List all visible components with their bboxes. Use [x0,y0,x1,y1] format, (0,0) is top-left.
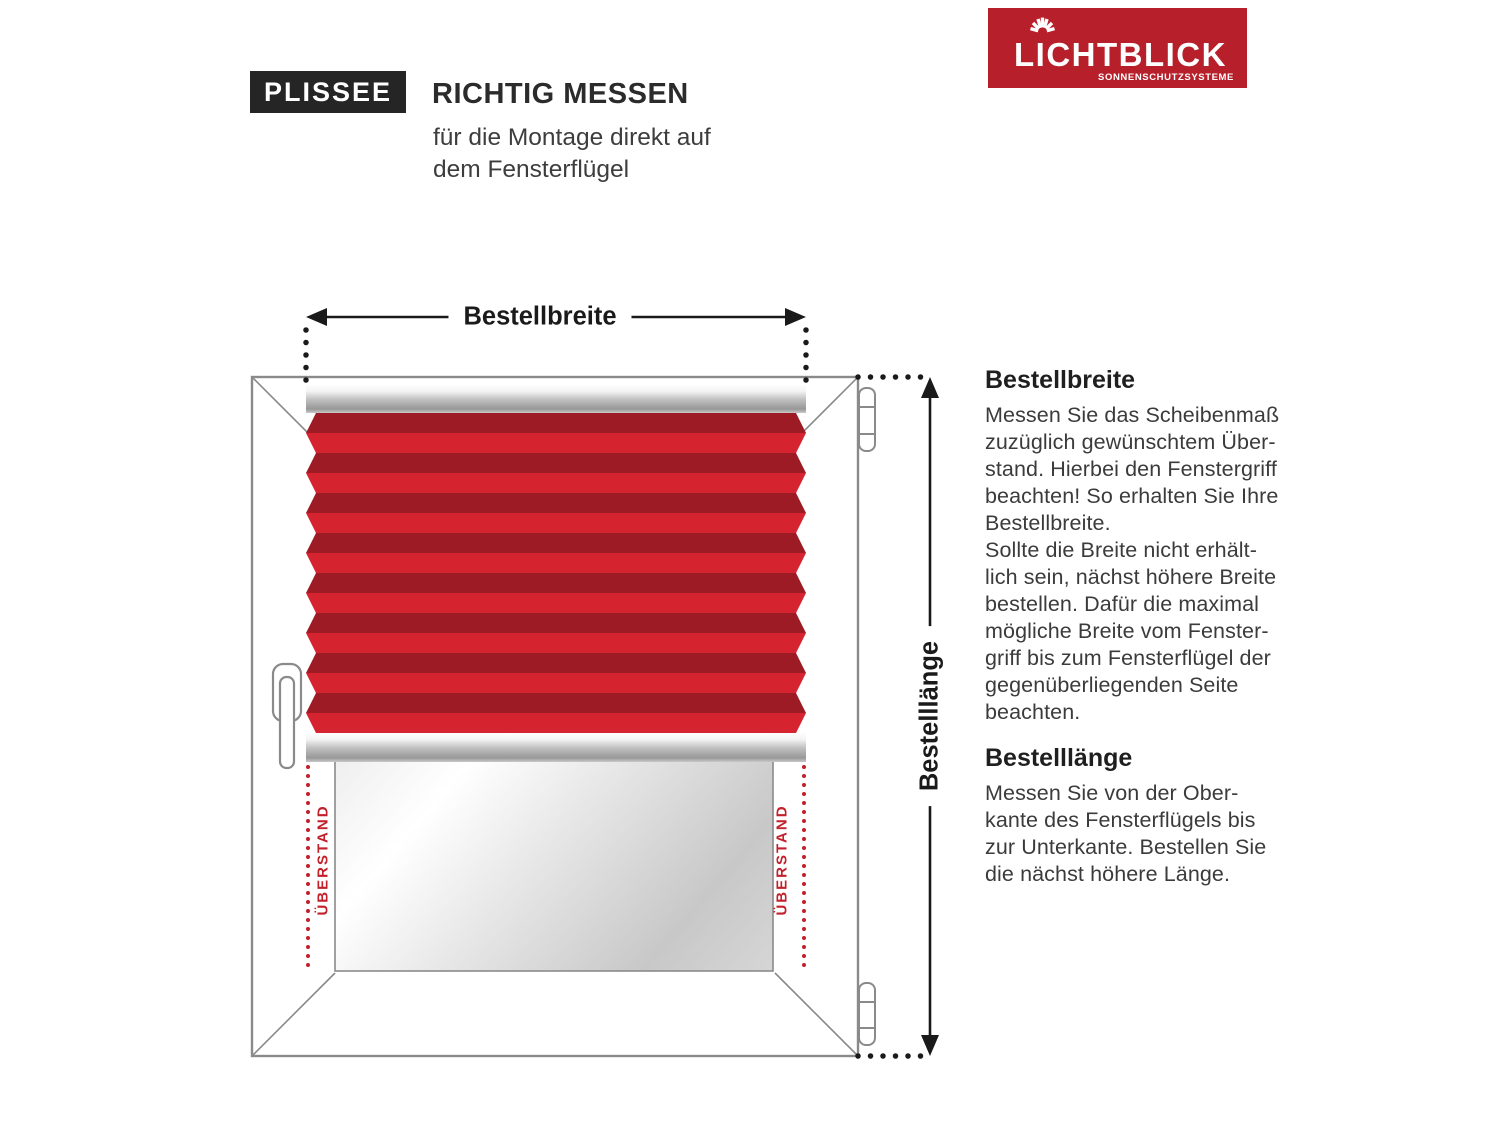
section-heading-length: Bestelllänge [985,744,1133,772]
subtitle-line: dem Fensterflügel [433,155,630,183]
arrowhead-up [921,377,939,398]
page-title: RICHTIG MESSEN [432,78,689,110]
body-line: beachten! So erhalten Sie Ihre [985,484,1279,508]
body-line: stand. Hierbei den Fenstergriff [985,457,1277,481]
arrowhead-down [921,1035,939,1056]
overhang-label-right: ÜBERSTAND [773,804,791,916]
body-line: bestellen. Dafür die maximal [985,592,1260,616]
hinge-top [859,388,875,451]
arrowhead-left [306,308,327,326]
brand-tagline: SONNENSCHUTZSYSTEME [1098,72,1234,83]
section-heading-width: Bestellbreite [985,366,1136,394]
length-measure-label: Bestelllänge [914,626,947,806]
overhang-label-left: ÜBERSTAND [314,804,332,916]
body-line: beachten. [985,700,1081,724]
body-line: lich sein, nächst höhere Breite [985,565,1277,589]
body-line: zur Unterkante. Bestellen Sie [985,835,1267,859]
instructions-column [985,367,1295,888]
body-line: Sollte die Breite nicht erhält- [985,538,1257,562]
pleated-blind [300,385,812,762]
width-measure-label: Bestellbreite [448,301,631,334]
body-line: kante des Fensterflügels bis [985,808,1256,832]
body-line: zuzüglich gewünschtem Über- [985,430,1276,454]
subtitle-line: für die Montage direkt auf [433,124,711,151]
blind-top-rail [306,385,806,413]
hinge-bottom [859,983,875,1045]
body-line: mögliche Breite vom Fenster- [985,619,1269,643]
handle-grip [280,677,294,768]
body-line: griff bis zum Fensterflügel der [985,646,1271,670]
brand-wordmark: LICHTBLICK [1014,36,1227,73]
body-line: gegenüberliegenden Seite [985,673,1239,697]
arrowhead-right [785,308,806,326]
body-line: Messen Sie das Scheibenmaß [985,403,1280,427]
product-badge: PLISSEE [250,71,406,113]
blind-pleats [300,413,812,733]
body-line: Messen Sie von der Ober- [985,781,1239,805]
body-line: Bestellbreite. [985,511,1111,535]
blind-bottom-rail [306,733,806,762]
body-line: die nächst höhere Länge. [985,862,1231,886]
